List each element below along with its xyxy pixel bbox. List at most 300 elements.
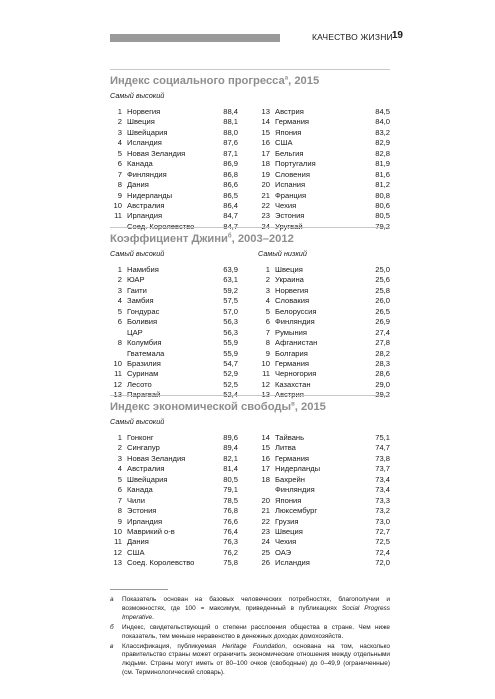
table-row xyxy=(110,201,238,211)
row-country: Япония xyxy=(275,127,302,137)
table-row xyxy=(258,359,390,369)
footnotes xyxy=(110,589,390,679)
row-value: 76,3 xyxy=(223,537,238,547)
row-country: Швеция xyxy=(275,526,303,536)
table-row xyxy=(110,275,238,285)
row-country: Болгария xyxy=(275,348,308,358)
table-row xyxy=(258,211,390,221)
row-value: 25,6 xyxy=(375,275,390,285)
row-rank: 1 xyxy=(265,265,270,274)
row-rank: 5 xyxy=(117,474,122,484)
row-country: Норвегия xyxy=(275,285,309,295)
row-rank: 19 xyxy=(261,169,270,179)
footnote-a: а Показатель основан на базовых человеческих потребностях, благополучии и возможностях, где 100 = максимум, приведенный в публикациях Social Progress Imperative. xyxy=(110,596,390,621)
table-row xyxy=(110,307,238,317)
label-highest: Самый высокий xyxy=(110,91,165,100)
row-rank: 1 xyxy=(117,433,122,442)
row-country: Гонконг xyxy=(127,433,154,442)
row-rank: 14 xyxy=(261,433,270,442)
row-value: 25,8 xyxy=(375,285,390,295)
row-value: 80,8 xyxy=(375,190,390,200)
section-social-progress xyxy=(110,69,390,221)
table-row xyxy=(258,191,390,201)
row-value: 54,7 xyxy=(223,358,238,368)
row-rank: 6 xyxy=(117,159,122,169)
row-country: Новая Зеландия xyxy=(127,148,186,158)
row-country: ЦАР xyxy=(127,327,143,337)
row-value: 81,9 xyxy=(375,159,390,169)
row-country: Австрия xyxy=(275,107,304,116)
row-rank: 26 xyxy=(261,558,270,568)
row-rank: 17 xyxy=(261,148,270,158)
row-rank: 24 xyxy=(261,537,270,547)
table-row xyxy=(110,191,238,201)
row-country: ЮАР xyxy=(127,275,145,285)
row-rank: 6 xyxy=(117,317,122,327)
row-country: Швеция xyxy=(275,265,303,274)
row-rank: 4 xyxy=(117,138,122,148)
row-country: США xyxy=(127,547,145,557)
row-rank: 12 xyxy=(261,379,270,389)
row-value: 56,3 xyxy=(223,327,238,337)
row-rank: 10 xyxy=(113,526,122,536)
row-country: Япония xyxy=(275,495,302,505)
row-value: 56,3 xyxy=(223,317,238,327)
table-row xyxy=(258,317,390,327)
table-row xyxy=(110,138,238,148)
row-country: Германия xyxy=(275,358,310,368)
row-rank: 5 xyxy=(117,148,122,158)
row-country: Соед. Королевство xyxy=(127,558,195,568)
row-rank: 12 xyxy=(113,547,122,557)
table-row xyxy=(258,296,390,306)
row-country: Германия xyxy=(275,117,310,127)
row-country: Нидерланды xyxy=(127,190,173,200)
column-right xyxy=(258,433,390,569)
row-rank: 8 xyxy=(117,180,122,190)
row-value: 52,9 xyxy=(223,369,238,379)
row-value: 26,0 xyxy=(375,296,390,306)
row-rank: 2 xyxy=(265,275,270,285)
row-rank: 15 xyxy=(261,127,270,137)
column-right xyxy=(258,265,390,401)
row-rank: 18 xyxy=(261,474,270,484)
table-row xyxy=(110,380,238,390)
table-row xyxy=(110,349,238,359)
row-value: 73,3 xyxy=(375,495,390,505)
row-rank: 14 xyxy=(261,117,270,127)
row-rank: 4 xyxy=(117,464,122,474)
row-rank: 10 xyxy=(261,358,270,368)
row-value: 80,5 xyxy=(223,474,238,484)
row-rank: 1 xyxy=(117,265,122,274)
row-value: 88,1 xyxy=(223,117,238,127)
table-row xyxy=(258,286,390,296)
row-value: 84,0 xyxy=(375,117,390,127)
section-gini xyxy=(110,227,390,389)
row-country: Лесото xyxy=(127,379,152,389)
row-value: 72,5 xyxy=(375,537,390,547)
row-value: 73,7 xyxy=(375,464,390,474)
row-value: 88,4 xyxy=(223,107,238,116)
row-rank: 5 xyxy=(265,306,270,316)
row-country: Румыния xyxy=(275,327,308,337)
table-row xyxy=(258,159,390,169)
row-country: Швеция xyxy=(127,117,155,127)
row-value: 76,6 xyxy=(223,516,238,526)
row-country: Швейцария xyxy=(127,474,168,484)
row-rank: 1 xyxy=(117,107,122,116)
row-value: 86,4 xyxy=(223,200,238,210)
table-row xyxy=(258,454,390,464)
row-country: Украина xyxy=(275,275,304,285)
row-rank: 23 xyxy=(261,526,270,536)
row-rank: 11 xyxy=(114,537,122,547)
row-country: Дания xyxy=(127,180,149,190)
table-row xyxy=(258,307,390,317)
row-value: 52,5 xyxy=(223,379,238,389)
row-country: Испания xyxy=(275,180,306,190)
row-value: 73,8 xyxy=(375,453,390,463)
row-value: 26,5 xyxy=(375,306,390,316)
row-value: 87,6 xyxy=(223,138,238,148)
section-rule xyxy=(110,395,390,396)
row-value: 63,1 xyxy=(223,275,238,285)
row-country: Афганистан xyxy=(275,338,318,348)
row-value: 88,0 xyxy=(223,127,238,137)
row-country: Намибия xyxy=(127,265,159,274)
row-country: Норвегия xyxy=(127,107,161,116)
row-rank: 11 xyxy=(114,211,122,221)
table-row xyxy=(258,107,390,117)
table-row xyxy=(110,496,238,506)
row-country: Черногория xyxy=(275,369,317,379)
row-rank: 7 xyxy=(117,169,122,179)
table-row xyxy=(258,485,390,495)
row-rank: 7 xyxy=(265,327,270,337)
row-value: 84,7 xyxy=(223,211,238,221)
row-value: 76,2 xyxy=(223,547,238,557)
table-row xyxy=(110,128,238,138)
table-row xyxy=(110,548,238,558)
row-value: 73,4 xyxy=(375,485,390,495)
table-row xyxy=(258,496,390,506)
row-value: 86,5 xyxy=(223,190,238,200)
table-row xyxy=(258,338,390,348)
row-rank: 22 xyxy=(261,200,270,210)
table-row xyxy=(110,527,238,537)
label-lowest: Самый низкий xyxy=(258,249,307,258)
row-rank: 23 xyxy=(261,211,270,221)
column-right xyxy=(258,107,390,232)
row-country: Финляндия xyxy=(275,317,315,327)
row-country: Чехия xyxy=(275,200,297,210)
row-country: ОАЭ xyxy=(275,547,292,557)
row-rank: 20 xyxy=(261,180,270,190)
row-value: 28,2 xyxy=(375,348,390,358)
table-row xyxy=(110,265,238,275)
row-rank: 8 xyxy=(117,506,122,516)
table-row xyxy=(258,149,390,159)
row-country: Эстония xyxy=(275,211,305,221)
row-value: 86,8 xyxy=(223,169,238,179)
row-rank: 20 xyxy=(261,495,270,505)
footnote-ref: в xyxy=(291,401,295,408)
row-country: Боливия xyxy=(127,317,158,327)
row-value: 81,2 xyxy=(375,180,390,190)
row-value: 82,1 xyxy=(223,453,238,463)
row-rank: 22 xyxy=(261,516,270,526)
row-value: 89,4 xyxy=(223,443,238,453)
row-value: 28,3 xyxy=(375,358,390,368)
table-row xyxy=(110,359,238,369)
row-rank: 11 xyxy=(114,369,122,379)
row-country: Литва xyxy=(275,443,296,453)
row-value: 83,2 xyxy=(375,127,390,137)
row-rank: 21 xyxy=(261,190,270,200)
row-country: Сингапур xyxy=(127,443,160,453)
table-row xyxy=(110,558,238,568)
row-value: 73,4 xyxy=(375,474,390,484)
running-title: КАЧЕСТВО ЖИЗНИ xyxy=(312,32,393,42)
row-country: Нидерланды xyxy=(275,464,321,474)
row-rank: 6 xyxy=(265,317,270,327)
row-rank: 8 xyxy=(265,338,270,348)
row-rank: 4 xyxy=(265,296,270,306)
table-row xyxy=(110,475,238,485)
row-value: 72,4 xyxy=(375,547,390,557)
row-country: Суринам xyxy=(127,369,159,379)
row-value: 76,8 xyxy=(223,506,238,516)
table-row xyxy=(258,506,390,516)
table-row xyxy=(110,211,238,221)
row-rank: 8 xyxy=(117,338,122,348)
row-country: Португалия xyxy=(275,159,316,169)
section-title: Индекс социального прогресса$^a$, 2015 xyxy=(110,75,320,87)
page-number: 19 xyxy=(391,30,403,41)
row-value: 86,9 xyxy=(223,159,238,169)
row-rank: 21 xyxy=(261,506,270,516)
table-row xyxy=(110,485,238,495)
table-row xyxy=(110,369,238,379)
table-row xyxy=(258,464,390,474)
row-country: Бразилия xyxy=(127,358,161,368)
row-country: Грузия xyxy=(275,516,299,526)
row-value: 73,0 xyxy=(375,516,390,526)
row-country: Швейцария xyxy=(127,127,168,137)
row-value: 57,0 xyxy=(223,306,238,316)
table-row xyxy=(258,517,390,527)
row-rank: 7 xyxy=(117,495,122,505)
row-country: Исландия xyxy=(127,138,162,148)
row-rank: 2 xyxy=(117,275,122,285)
row-value: 79,1 xyxy=(223,485,238,495)
row-country: Казахстан xyxy=(275,379,311,389)
footnote-ref: б xyxy=(227,233,232,240)
table-row xyxy=(110,464,238,474)
table-row xyxy=(258,328,390,338)
row-rank: 13 xyxy=(261,107,270,116)
row-country: Исландия xyxy=(275,558,310,568)
row-rank: 4 xyxy=(117,296,122,306)
table-row xyxy=(110,517,238,527)
row-value: 81,4 xyxy=(223,464,238,474)
table-row xyxy=(258,275,390,285)
table-row xyxy=(258,380,390,390)
row-country: Эстония xyxy=(127,506,157,516)
row-value: 89,6 xyxy=(223,433,238,442)
row-value: 27,4 xyxy=(375,327,390,337)
row-rank: 3 xyxy=(117,453,122,463)
row-country: Новая Зеландия xyxy=(127,453,186,463)
header-decor-bar xyxy=(110,34,280,42)
row-country: Австралия xyxy=(127,464,165,474)
row-value: 80,5 xyxy=(375,211,390,221)
row-country: Канада xyxy=(127,485,153,495)
row-country: Гаити xyxy=(127,285,147,295)
table-row xyxy=(258,369,390,379)
row-rank: 11 xyxy=(262,369,270,379)
row-country: Словакия xyxy=(275,296,310,306)
label-highest: Самый высокий xyxy=(110,417,165,426)
row-value: 25,0 xyxy=(375,265,390,274)
row-value: 63,9 xyxy=(223,265,238,274)
row-rank: 25 xyxy=(261,547,270,557)
row-country: Гватемала xyxy=(127,348,165,358)
row-country: Маврикий о-в xyxy=(127,526,175,536)
row-value: 29,0 xyxy=(375,379,390,389)
table-row xyxy=(258,128,390,138)
table-row xyxy=(110,286,238,296)
table-row xyxy=(110,117,238,127)
row-country: Ирландия xyxy=(127,516,163,526)
row-value: 75,8 xyxy=(223,558,238,568)
table-row xyxy=(110,170,238,180)
row-country: Белоруссия xyxy=(275,306,317,316)
section-title: Индекс экономической свободы$^в$, 2015 xyxy=(110,401,326,413)
row-rank: 3 xyxy=(265,285,270,295)
row-value: 82,8 xyxy=(375,148,390,158)
row-country: Бельгия xyxy=(275,148,304,158)
footnote-ref: a xyxy=(284,75,289,82)
row-value: 78,5 xyxy=(223,495,238,505)
table-row xyxy=(258,443,390,453)
row-rank: 5 xyxy=(117,306,122,316)
row-rank: 12 xyxy=(113,379,122,389)
table-row xyxy=(110,149,238,159)
row-value: 76,4 xyxy=(223,526,238,536)
row-rank: 18 xyxy=(261,159,270,169)
row-rank: 16 xyxy=(261,453,270,463)
row-value: 55,9 xyxy=(223,348,238,358)
row-country: Люксембург xyxy=(275,506,318,516)
table-row xyxy=(258,201,390,211)
table-row xyxy=(258,117,390,127)
table-row xyxy=(110,317,238,327)
row-country: Бахрейн xyxy=(275,474,305,484)
row-rank: 9 xyxy=(265,348,270,358)
table-row xyxy=(258,138,390,148)
column-left xyxy=(110,433,238,569)
row-country: Колумбия xyxy=(127,338,162,348)
table-row xyxy=(110,443,238,453)
table-row xyxy=(110,296,238,306)
table-row xyxy=(258,265,390,275)
table-row xyxy=(258,349,390,359)
table-row xyxy=(110,328,238,338)
column-left xyxy=(110,265,238,401)
row-rank: 13 xyxy=(113,558,122,568)
table-row xyxy=(258,527,390,537)
row-value: 27,8 xyxy=(375,338,390,348)
section-rule xyxy=(110,69,390,70)
table-row xyxy=(258,537,390,547)
row-rank: 15 xyxy=(261,443,270,453)
table-row xyxy=(110,107,238,117)
row-value: 55,9 xyxy=(223,338,238,348)
row-country: Австралия xyxy=(127,200,165,210)
row-country: США xyxy=(275,138,293,148)
row-rank: 3 xyxy=(117,285,122,295)
row-rank: 2 xyxy=(117,443,122,453)
row-rank: 3 xyxy=(117,127,122,137)
row-country: Гондурас xyxy=(127,306,160,316)
section-title: Коэффициент Джини$^б$, 2003–2012 xyxy=(110,233,294,245)
row-country: Финляндия xyxy=(127,169,167,179)
row-rank: 2 xyxy=(117,117,122,127)
row-value: 81,6 xyxy=(375,169,390,179)
label-highest: Самый высокий xyxy=(110,249,165,258)
row-country: Ирландия xyxy=(127,211,163,221)
row-value: 26,9 xyxy=(375,317,390,327)
row-value: 57,5 xyxy=(223,296,238,306)
page-header xyxy=(110,30,403,48)
row-rank: 6 xyxy=(117,485,122,495)
footnote-c: в Классификация, публикуемая Heritage Foundation, основана на том, насколько правительство страны может ограничить экономические отношения между отдельными людьми. Страны могут иметь от 80–100 очков (свободные) до 0–49,9 (ограниченные) (см. Терминологический словарь). xyxy=(110,642,390,677)
row-country: Тайвань xyxy=(275,433,305,442)
row-value: 80,6 xyxy=(375,200,390,210)
row-country: Дания xyxy=(127,537,149,547)
table-row xyxy=(258,180,390,190)
table-row xyxy=(258,475,390,485)
table-row xyxy=(110,506,238,516)
row-value: 86,6 xyxy=(223,180,238,190)
table-row xyxy=(258,433,390,443)
row-value: 82,9 xyxy=(375,138,390,148)
table-row xyxy=(110,537,238,547)
table-row xyxy=(110,338,238,348)
row-value: 75,1 xyxy=(375,433,390,442)
table-row xyxy=(258,558,390,568)
row-value: 87,1 xyxy=(223,148,238,158)
row-rank: 17 xyxy=(261,464,270,474)
column-left xyxy=(110,107,238,232)
row-country: Словения xyxy=(275,169,310,179)
table-row xyxy=(110,180,238,190)
row-value: 74,7 xyxy=(375,443,390,453)
row-country: Чили xyxy=(127,495,145,505)
footnote-rule xyxy=(110,589,168,590)
row-country: Франция xyxy=(275,190,307,200)
table-row xyxy=(110,433,238,443)
row-value: 72,0 xyxy=(375,558,390,568)
row-rank: 9 xyxy=(117,190,122,200)
row-country: Замбия xyxy=(127,296,154,306)
footnote-b: б Индекс, свидетельствующий о степени расслоения общества в стране. Чем ниже показатель, тем меньше неравенство в денежных доходах домохозяйств. xyxy=(110,623,390,640)
row-country: Германия xyxy=(275,453,310,463)
row-country: Канада xyxy=(127,159,153,169)
row-value: 84,5 xyxy=(375,107,390,116)
